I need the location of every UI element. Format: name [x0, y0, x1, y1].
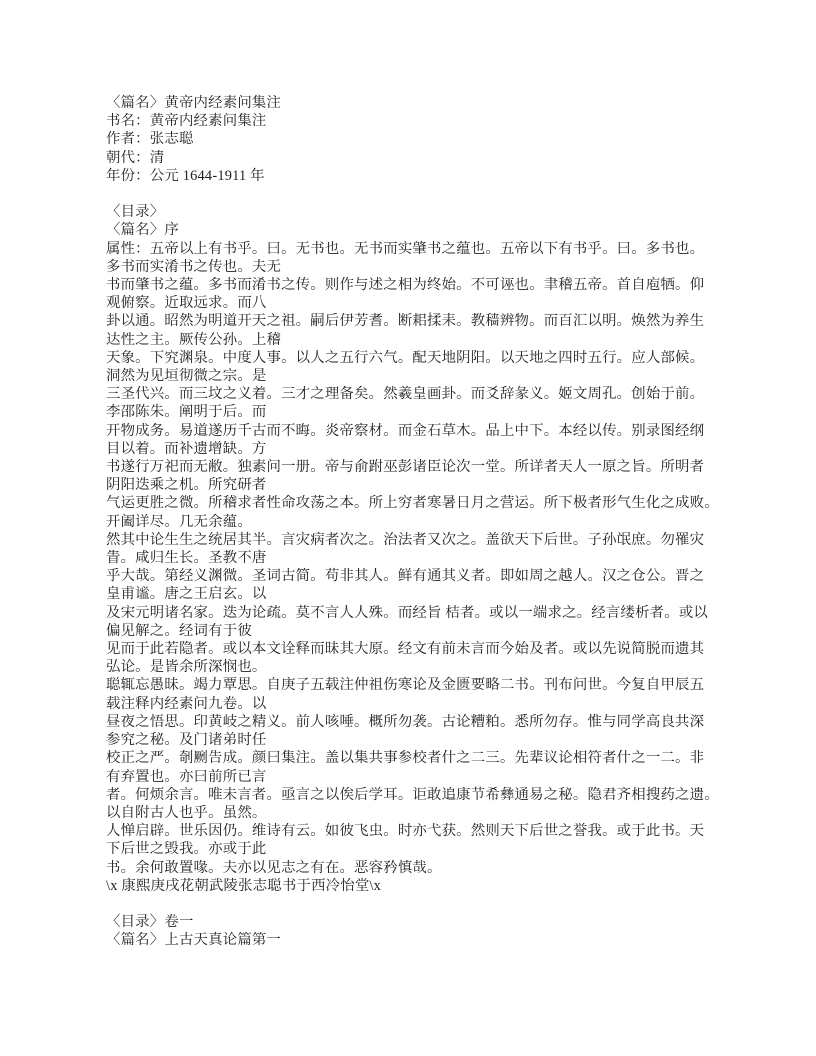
text-line: 弘论。是皆余所深悯也。 [106, 659, 267, 676]
text-line: 载注释内经素问九卷。以 [106, 695, 267, 712]
text-line: 然其中论生生之统居其半。言灾病者次之。治法者又次之。盖欲天下后世。子孙氓庶。勿罹灾 [106, 531, 705, 548]
text-line: 以自附古人也乎。虽然。 [106, 804, 267, 821]
text-line: 作者：张志聪 [106, 131, 194, 148]
text-line: 阴阳迭乘之机。所究研者 [106, 477, 267, 494]
text-line: 校正之严。剞劂告成。颜曰集注。盖以集共事参校者什之二三。先辈议论相符者什之一二。非 [106, 750, 705, 767]
text-line: 年份：公元 1644-1911 年 [106, 167, 265, 184]
text-line: 见而于此若隐者。或以本文诠释而昧其大原。经文有前未言而今始及者。或以先说简脱而遗其 [106, 641, 705, 658]
text-line: 三圣代兴。而三坟之义着。三才之理备矣。然羲皇画卦。而爻辞彖义。姬文周孔。创始于前。 [106, 386, 705, 403]
text-line: 下后世之毁我。亦或于此 [106, 841, 267, 858]
document-content [106, 94, 746, 950]
text-line: 及宋元明诸名家。迭为论疏。莫不言人人殊。而经旨 桔者。或以一端求之。经言缕析者。或以 [106, 604, 709, 621]
text-line: 天象。下究渊泉。中度人事。以人之五行六气。配天地阴阳。以天地之四时五行。应人部候。 [106, 349, 705, 366]
text-line: 〈篇名〉序 [106, 222, 179, 239]
text-line: 洞然为见垣彻微之宗。是 [106, 368, 267, 385]
text-line: 有弃置也。亦曰前所已言 [106, 768, 267, 785]
text-line: 目以着。而补遗增缺。方 [106, 440, 267, 457]
text-line: 者。何烦余言。唯未言者。亟言之以俟后学耳。讵敢追康节希彝通易之秘。隐君齐相搜药之遗。 [106, 786, 719, 803]
preface-block [106, 203, 746, 895]
text-line: 开阖详尽。几无余蕴。 [106, 513, 252, 530]
text-line: 气运更胜之微。所稽求者性命攻荡之本。所上穷者寒暑日月之营运。所下极者形气生化之成败。 [106, 495, 719, 512]
text-line: 皇甫谧。唐之王启玄。以 [106, 586, 267, 603]
volume-one-toc-block [106, 913, 746, 949]
text-line: 书名：黄帝内经素问集注 [106, 113, 267, 130]
text-line: 乎大哉。第经义渊微。圣词古简。苟非其人。鲜有通其义者。即如周之越人。汉之仓公。晋之 [106, 568, 705, 585]
text-line: 书。余何敢置喙。夫亦以见志之有在。恶容矜慎哉。 [106, 859, 442, 876]
text-line: 昼夜之悟思。印黄岐之精义。前人咳唾。概所勿袭。古论糟粕。悉所勿存。惟与同学高良共深 [106, 713, 705, 730]
text-line: 〈篇名〉黄帝内经素问集注 [106, 95, 282, 111]
text-line: 卦以通。昭然为明道开天之祖。嗣后伊芳耆。断耜揉耒。教穑辨物。而百汇以明。焕然为养生 [106, 313, 705, 330]
text-line: 聪辄忘愚昧。竭力覃思。自庚子五载注仲祖伤寒论及金匮要略二书。刊布问世。今复自甲辰五 [106, 677, 705, 694]
text-line: 达性之主。厥传公孙。上稽 [106, 331, 282, 348]
text-line: 开物成务。易道遂历千古而不晦。炎帝察材。而金石草木。品上中下。本经以传。别录图经纲 [106, 422, 705, 439]
text-line: 人惮启辟。世乐因仍。维诗有云。如彼飞虫。时亦弋获。然则天下后世之誉我。或于此书。天 [106, 823, 705, 840]
text-line: 眚。咸归生长。圣教不唐 [106, 550, 267, 567]
text-line: 李邵陈朱。阐明于后。而 [106, 404, 267, 421]
text-line: 〈目录〉卷一 [106, 914, 194, 931]
text-line: 属性：五帝以上有书乎。曰。无书也。无书而实肇书之蕴也。五帝以下有书乎。曰。多书也。 [106, 240, 705, 257]
text-line: 观俯察。近取远求。而八 [106, 295, 267, 312]
text-line: 多书而实淆书之传也。夫无 [106, 258, 282, 275]
text-line: 书遂行万祀而无敝。独素问一册。帝与俞跗巫彭诸臣论次一堂。所详者天人一原之旨。所明者 [106, 459, 705, 476]
text-line: 〈目录〉 [106, 204, 165, 221]
text-line: \x 康熙庚戌花朝武陵张志聪书于西冷怡堂\x [106, 877, 382, 894]
metadata-block [106, 94, 746, 185]
text-line: 朝代：清 [106, 149, 165, 166]
text-line: 参究之秘。及门诸弟时任 [106, 732, 267, 749]
text-line: 书而肇书之蕴。多书而淆书之传。则作与述之相为终始。不可诬也。聿稽五帝。首自庖牺。仰 [106, 277, 705, 294]
text-line: 偏见解之。经词有于彼 [106, 622, 252, 639]
text-line: 〈篇名〉上古天真论篇第一 [106, 932, 282, 949]
